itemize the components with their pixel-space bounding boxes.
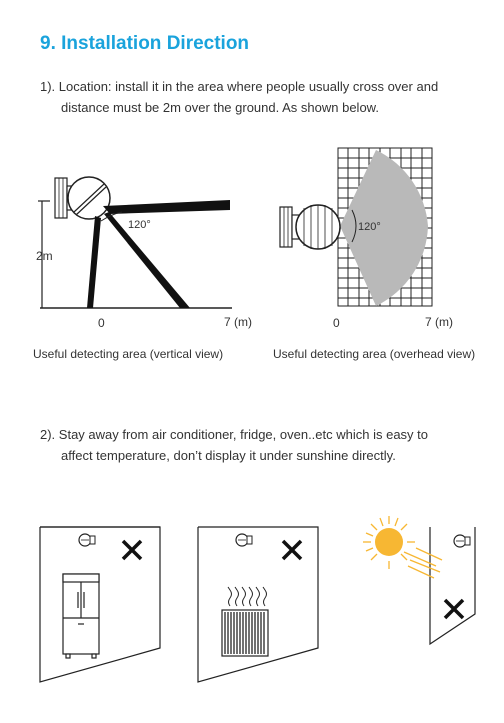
placement-warning-line1: 2). Stay away from air conditioner, fridge, oven..etc which is easy to [40,427,429,442]
sensor-icon [454,535,470,547]
cross-icon [445,600,463,618]
placement-warning-line2: affect temperature, don’t display it under sunshine directly. [61,448,396,463]
cross-icon [123,541,141,559]
vertical-axis-end: 7 (m) [224,315,252,329]
heater-scene [198,527,318,682]
overhead-axis-start: 0 [333,316,340,330]
location-instruction-line2: distance must be 2m over the ground. As shown below. [61,100,379,115]
vertical-angle-label: 120° [128,219,151,231]
location-instruction-line1: 1). Location: install it in the area where people usually cross over and [40,79,439,94]
overhead-angle-label: 120° [358,221,381,233]
fridge-icon [63,574,99,658]
sensor-icon [79,534,95,546]
cross-icon [283,541,301,559]
heater-icon [222,587,268,656]
vertical-axis-start: 0 [98,316,105,330]
height-label: 2m [36,249,53,263]
vertical-view-caption: Useful detecting area (vertical view) [33,347,224,361]
section-title: 9. Installation Direction [40,33,250,54]
overhead-view-caption: Useful detecting area (overhead view) [273,347,476,361]
overhead-axis-end: 7 (m) [425,315,453,329]
sunlight-scene [363,516,475,644]
sensor-icon [236,534,252,546]
fridge-scene [40,527,160,682]
